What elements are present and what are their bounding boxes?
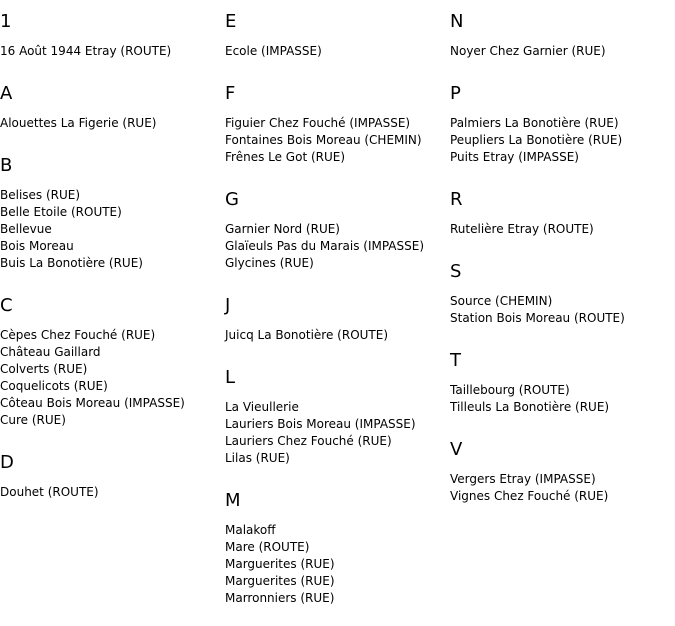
street-name: Fontaines Bois Moreau (CHEMIN) xyxy=(225,133,422,147)
street-name: Lilas (RUE) xyxy=(225,451,290,465)
section-letter-heading: P xyxy=(450,83,461,104)
section-letter-heading: 1 xyxy=(0,11,12,32)
street-name: Bellevue xyxy=(0,222,52,236)
letter-section xyxy=(450,349,675,416)
section-letter-heading: S xyxy=(450,261,462,282)
letter-section xyxy=(225,366,450,467)
street-name: Vergers Etray (IMPASSE) xyxy=(450,472,596,486)
street-name: Tilleuls La Bonotière (RUE) xyxy=(450,400,610,414)
street-name: Glycines (RUE) xyxy=(225,256,314,270)
street-name: Juicq La Bonotière (ROUTE) xyxy=(225,328,389,342)
letter-section xyxy=(0,154,225,272)
letter-section xyxy=(225,489,450,607)
street-name: Lauriers Bois Moreau (IMPASSE) xyxy=(225,417,416,431)
section-letter-heading: L xyxy=(225,367,236,388)
street-name: 16 Août 1944 Etray (ROUTE) xyxy=(0,44,172,58)
section-letter-heading: F xyxy=(225,83,236,104)
street-name: Vignes Chez Fouché (RUE) xyxy=(450,489,609,503)
street-name: Belises (RUE) xyxy=(0,188,81,202)
section-letter-heading: C xyxy=(0,295,13,316)
street-name: Station Bois Moreau (ROUTE) xyxy=(450,311,625,325)
street-name: Figuier Chez Fouché (IMPASSE) xyxy=(225,116,411,130)
street-name: La Vieullerie xyxy=(225,400,299,414)
street-name: Ecole (IMPASSE) xyxy=(225,44,322,58)
street-name: Glaïeuls Pas du Marais (IMPASSE) xyxy=(225,239,425,253)
street-name: Château Gaillard xyxy=(0,345,101,359)
section-letter-heading: J xyxy=(225,295,231,316)
street-name: Belle Etoile (ROUTE) xyxy=(0,205,122,219)
letter-section xyxy=(450,10,675,60)
section-letter-heading: T xyxy=(450,350,461,371)
section-letter-heading: E xyxy=(225,11,237,32)
street-name: Colverts (RUE) xyxy=(0,362,88,376)
section-letter-heading: N xyxy=(450,11,464,32)
index-column xyxy=(0,0,225,626)
street-name: Noyer Chez Garnier (RUE) xyxy=(450,44,606,58)
street-name: Cure (RUE) xyxy=(0,413,66,427)
letter-section xyxy=(0,294,225,429)
street-name: Palmiers La Bonotière (RUE) xyxy=(450,116,619,130)
street-name: Frênes Le Got (RUE) xyxy=(225,150,346,164)
letter-section xyxy=(450,82,675,166)
index-column xyxy=(225,0,450,626)
street-name: Lauriers Chez Fouché (RUE) xyxy=(225,434,392,448)
section-letter-heading: A xyxy=(0,83,13,104)
street-name: Coquelicots (RUE) xyxy=(0,379,108,393)
section-letter-heading: B xyxy=(0,155,13,176)
letter-section xyxy=(225,294,450,344)
section-letter-heading: D xyxy=(0,452,14,473)
section-letter-heading: V xyxy=(450,439,463,460)
letter-section xyxy=(0,451,225,501)
letter-section xyxy=(0,10,225,60)
section-letter-heading: G xyxy=(225,189,239,210)
street-name: Taillebourg (ROUTE) xyxy=(450,383,570,397)
letter-section xyxy=(450,188,675,238)
street-name: Côteau Bois Moreau (IMPASSE) xyxy=(0,396,185,410)
street-name: Mare (ROUTE) xyxy=(225,540,310,554)
letter-section xyxy=(225,10,450,60)
street-name: Marronniers (RUE) xyxy=(225,591,335,605)
street-name: Peupliers La Bonotière (RUE) xyxy=(450,133,623,147)
street-name: Marguerites (RUE) xyxy=(225,557,335,571)
index-column xyxy=(450,0,675,626)
street-name: Cèpes Chez Fouché (RUE) xyxy=(0,328,156,342)
street-name: Rutelière Etray (ROUTE) xyxy=(450,222,594,236)
letter-section xyxy=(0,82,225,132)
street-name: Alouettes La Figerie (RUE) xyxy=(0,116,157,130)
letter-section xyxy=(225,188,450,272)
street-name: Buis La Bonotière (RUE) xyxy=(0,256,143,270)
street-name: Bois Moreau xyxy=(0,239,74,253)
letter-section xyxy=(450,260,675,327)
street-name: Garnier Nord (RUE) xyxy=(225,222,340,236)
street-name: Marguerites (RUE) xyxy=(225,574,335,588)
section-letter-heading: R xyxy=(450,189,463,210)
street-name: Malakoff xyxy=(225,523,276,537)
letter-section xyxy=(450,438,675,505)
street-name: Puits Etray (IMPASSE) xyxy=(450,150,579,164)
street-name: Source (CHEMIN) xyxy=(450,294,553,308)
section-letter-heading: M xyxy=(225,490,241,511)
street-name: Douhet (ROUTE) xyxy=(0,485,99,499)
letter-section xyxy=(225,82,450,166)
